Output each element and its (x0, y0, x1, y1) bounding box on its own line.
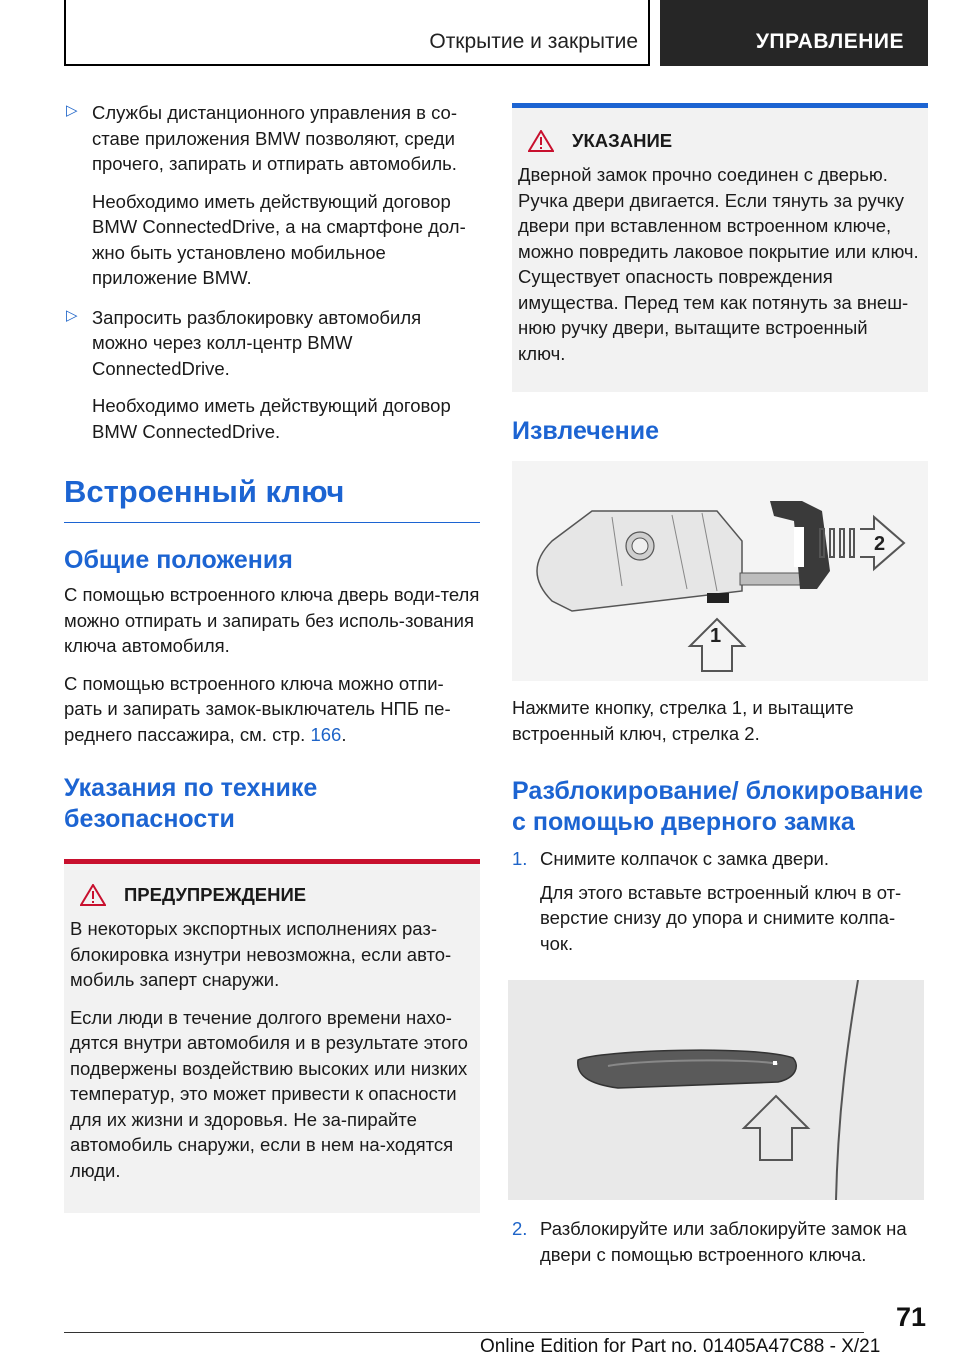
key-extraction-illustration (512, 461, 928, 681)
notice-header (512, 130, 928, 152)
step-1-number: 1. (512, 848, 528, 869)
subsection-title-lock: Разблокирование/ блокирование с помощью дверного замка (512, 777, 924, 836)
step-2 (512, 1216, 928, 1267)
step-1-note: Для этого вставьте встроенный ключ в от-верстие снизу до упора и снимите колпа-чок. (540, 881, 902, 954)
warning-header (64, 884, 480, 906)
list-item (64, 305, 480, 382)
subsection-title-extract: Извлечение (512, 417, 660, 445)
bullet-text: Запросить разблокировку автомобиля можно через колл-центр BMW ConnectedDrive. (92, 306, 422, 379)
bullet-triangle-icon: ▷ (66, 306, 78, 324)
subsection-title-general: Общие положения (64, 546, 293, 574)
footer-edition: Online Edition for Part no. 01405A47C88 - X/21 (480, 1336, 881, 1357)
step-1-text: Снимите колпачок с замка двери. (540, 848, 829, 869)
bullet-triangle-icon: ▷ (66, 102, 78, 119)
warning-paragraph-1: В некоторых экспортных исполнениях раз-блокировка изнутри невозможна, если авто-мобиль заперт снаружи. (70, 918, 452, 990)
header-chapter-tab (660, 0, 928, 66)
warning-label: ПРЕДУПРЕЖДЕНИЕ (124, 884, 307, 905)
door-handle-illustration (508, 980, 924, 1200)
header-section-title: Открытие и закрытие (429, 30, 638, 53)
header-section-tab (64, 0, 650, 66)
notice-box (512, 103, 928, 392)
bullet-note: Необходимо иметь действующий договор BMW ConnectedDrive. (92, 395, 451, 442)
general-paragraph-2-suffix: . (341, 723, 347, 745)
header-chapter-title: УПРАВЛЕНИЕ (755, 30, 904, 53)
general-paragraph-1: С помощью встроенного ключа дверь води-теля можно отпирать и запирать без исполь-зования ключа автомобиля. (64, 584, 480, 656)
extract-text: Нажмите кнопку, стрелка 1, и вытащите встроенный ключ, стрелка 2. (512, 697, 854, 744)
door-handle-svg (508, 980, 924, 1200)
right-column (512, 103, 928, 1267)
notice-text: Дверной замок прочно соединен с дверью. Ручка двери двигается. Если тянуть за ручку двери при вставленном встроенном ключе, можно повредить лаковое покрытие или ключ. Существует опасность повреждения имущества. Перед тем как потянуть за внеш-нюю ручку двери, вытащите встроенный ключ. (518, 164, 919, 364)
notice-label: УКАЗАНИЕ (572, 130, 673, 151)
step-1 (512, 846, 928, 872)
section-title: Встроенный ключ (64, 474, 480, 523)
page-reference-link[interactable]: 166 (310, 723, 342, 745)
bullet-note: Необходимо иметь действующий договор BMW ConnectedDrive, а на смартфоне дол-жно быть установлено мобильное приложение BMW. (92, 190, 466, 288)
arrow-label-1: 1 (710, 625, 722, 647)
list-item (64, 100, 480, 177)
page-number: 71 (896, 1302, 927, 1332)
step-2-text: Разблокируйте или заблокируйте замок на двери с помощью встроенного ключа. (540, 1218, 907, 1265)
bullet-text: Службы дистанционного управления в со-ставе приложения BMW позволяют, среди прочего, запирать и отпирать автомобиль. (92, 102, 458, 174)
subsection-title-safety: Указания по технике безопасности (64, 774, 318, 833)
warning-triangle-icon (80, 884, 106, 906)
arrow-label-2: 2 (874, 533, 886, 555)
caution-triangle-icon (528, 130, 554, 152)
warning-paragraph-2: Если люди в течение долгого времени нахо-дятся внутри автомобиля и в результате этого подвержены воздействию высоких или низких температур, это может привести к опасности для их жизни и здоровья. Не за-пирайте автомобиль снаружи, если в нем на-ходятся люди. (70, 1006, 468, 1181)
footer-divider (64, 1332, 864, 1333)
key-illustration-svg (512, 461, 928, 681)
general-paragraph-2 (64, 671, 480, 748)
left-column (64, 100, 480, 1213)
warning-box (64, 859, 480, 1213)
step-2-number: 2. (512, 1218, 528, 1239)
general-paragraph-2-text: С помощью встроенного ключа можно отпи-рать и запирать замок-выключатель НПБ пе-реднего пассажира, см. стр. (64, 672, 451, 745)
